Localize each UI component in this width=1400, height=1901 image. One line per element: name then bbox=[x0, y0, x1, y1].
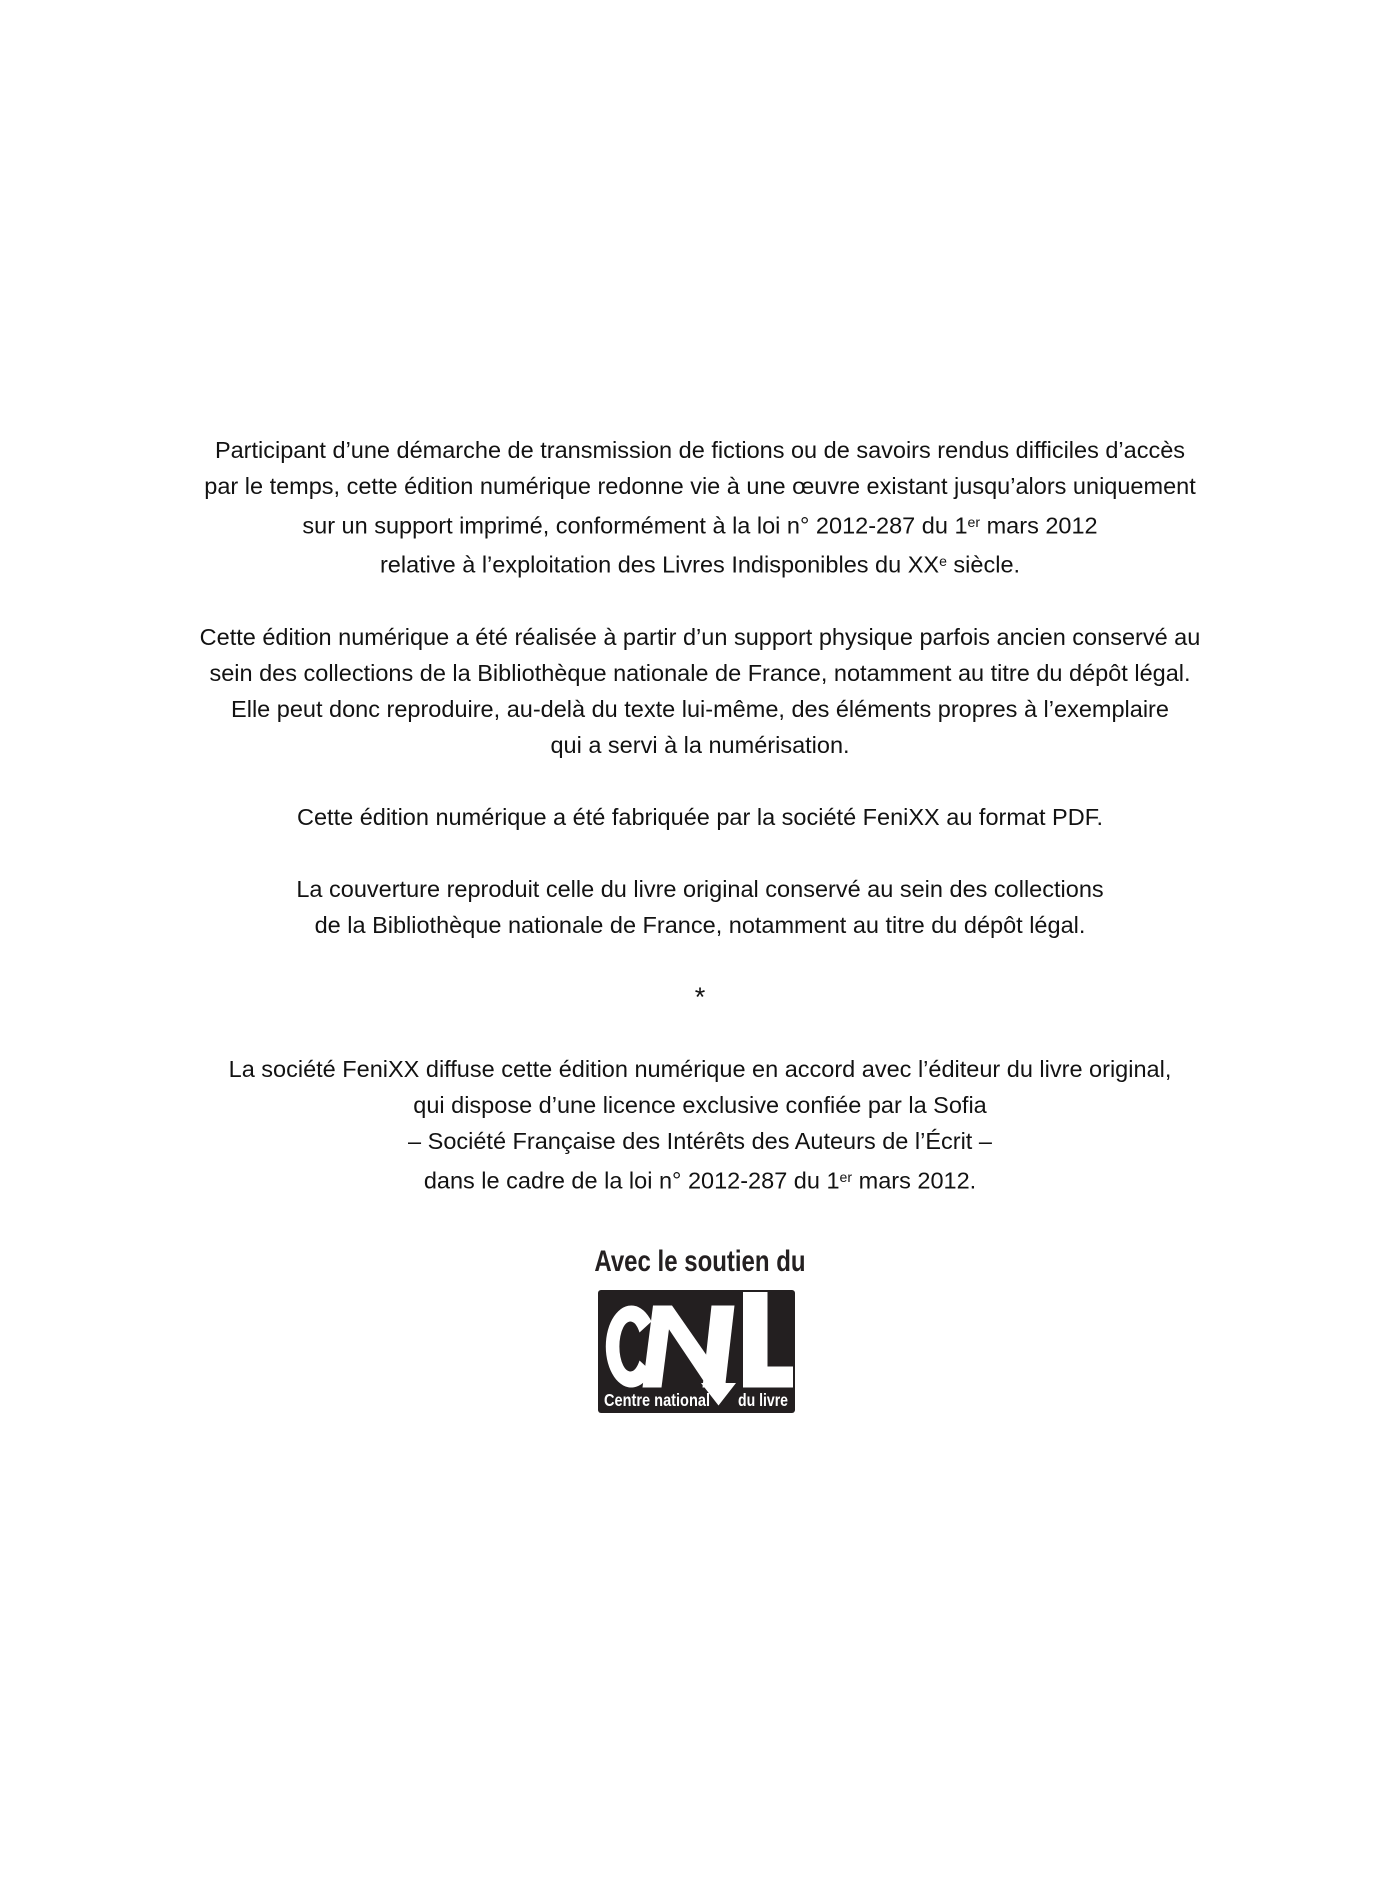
cnl-caption-right: du livre bbox=[738, 1390, 789, 1410]
text-line: * bbox=[694, 981, 706, 1012]
text-line: Elle peut donc reproduire, au-delà du texte lui-même, des éléments propres à l’exemplaire bbox=[231, 695, 1169, 722]
cnl-logo-graphic bbox=[598, 1290, 795, 1413]
paragraph bbox=[65, 619, 1335, 763]
text-line: sein des collections de la Bibliothèque nationale de France, notamment au titre du dépôt légal. bbox=[209, 659, 1191, 686]
text-line: La société FeniXX diffuse cette édition numérique en accord avec l’éditeur du livre original, bbox=[228, 1055, 1172, 1082]
text-line: qui a servi à la numérisation. bbox=[550, 731, 850, 758]
paragraph bbox=[65, 871, 1335, 943]
cnl-logo bbox=[598, 1290, 795, 1413]
text-line: par le temps, cette édition numérique redonne vie à une œuvre existant jusqu’alors uniquement bbox=[204, 473, 1196, 499]
paragraph bbox=[65, 1051, 1335, 1198]
cnl-caption-left: Centre national bbox=[604, 1390, 710, 1410]
text-line: – Société Française des Intérêts des Auteurs de l’Écrit – bbox=[408, 1127, 992, 1154]
text-line: relative à l’exploitation des Livres Indisponibles du XXe siècle. bbox=[379, 551, 1021, 578]
edition-notice-text bbox=[65, 432, 1335, 1198]
text-line: sur un support imprimé, conformément à la loi n° 2012-287 du 1er mars 2012 bbox=[302, 512, 1098, 539]
text-line: qui dispose d’une licence exclusive confiée par la Sofia bbox=[413, 1091, 987, 1118]
text-line: Participant d’une démarche de transmission de fictions ou de savoirs rendus difficiles d’accès bbox=[214, 437, 1186, 463]
support-label-row bbox=[0, 1245, 1400, 1279]
text-line: Cette édition numérique a été réalisée à partir d’un support physique parfois ancien conservé au bbox=[199, 623, 1201, 650]
separator-asterisk bbox=[65, 979, 1335, 1015]
paragraph bbox=[65, 799, 1335, 835]
text-line: de la Bibliothèque nationale de France, notamment au titre du dépôt légal. bbox=[314, 911, 1086, 938]
text-line: La couverture reproduit celle du livre original conservé au sein des collections bbox=[296, 875, 1104, 902]
text-line: Cette édition numérique a été fabriquée par la société FeniXX au format PDF. bbox=[297, 803, 1103, 830]
text-line: dans le cadre de la loi n° 2012-287 du 1er mars 2012. bbox=[423, 1167, 977, 1194]
paragraph bbox=[65, 432, 1335, 583]
support-label: Avec le soutien du bbox=[594, 1245, 806, 1278]
